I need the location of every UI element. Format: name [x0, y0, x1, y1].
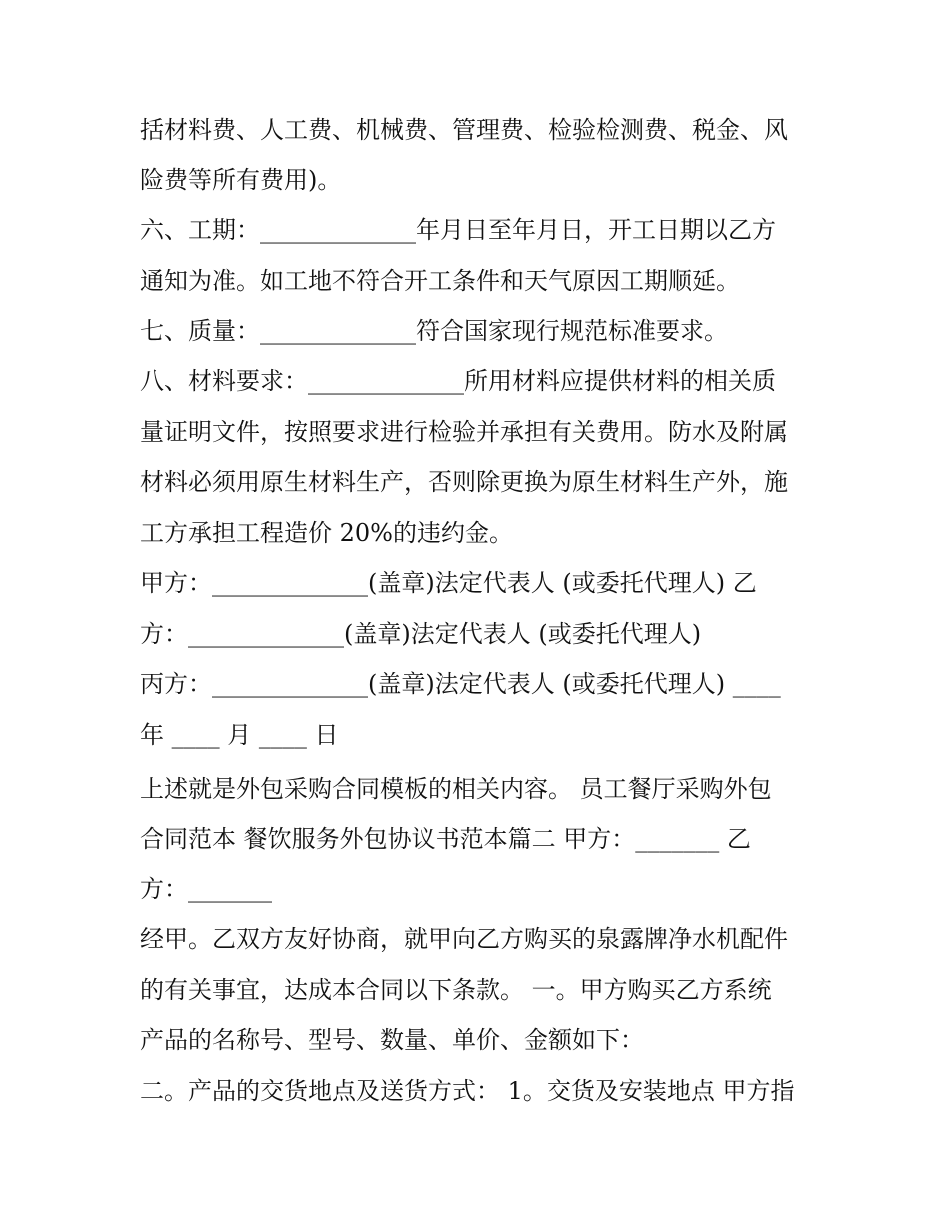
text-line: 经甲。乙双方友好协商，就甲向乙方购买的泉露牌净水机配件 [140, 925, 788, 953]
text-line: 丙方：_____________(盖章)法定代表人 (或委托代理人) ____ [140, 670, 781, 698]
text-line: 通知为准。如工地不符合开工条件和天气原因工期顺延。 [140, 267, 740, 295]
text-line: 甲方：_____________(盖章)法定代表人 (或委托代理人) 乙 [140, 569, 757, 597]
text-line: 工方承担工程造价 20%的违约金。 [140, 519, 513, 547]
text-line: 合同范本 餐饮服务外包协议书范本篇二 甲方：_______ 乙 [140, 825, 751, 853]
text-line: 括材料费、人工费、机械费、管理费、检验检测费、税金、风 [140, 116, 788, 144]
text-line: 年 ____ 月 ____ 日 [140, 721, 339, 749]
text-line: 方：_______ [140, 875, 272, 903]
text-line: 材料必须用原生材料生产，否则除更换为原生材料生产外，施 [140, 468, 788, 496]
text-line: 八、材料要求：_____________所用材料应提供材料的相关质 [140, 367, 776, 395]
text-line: 的有关事宜，达成本合同以下条款。 一。甲方购买乙方系统 [140, 976, 772, 1004]
text-line: 七、质量：_____________符合国家现行规范标准要求。 [140, 317, 728, 345]
text-line: 险费等所有费用)。 [140, 166, 342, 194]
text-line: 方：_____________(盖章)法定代表人 (或委托代理人) [140, 620, 702, 648]
text-line: 量证明文件，按照要求进行检验并承担有关费用。防水及附属 [140, 418, 788, 446]
text-line: 二。产品的交货地点及送货方式： 1。交货及安装地点 甲方指 [140, 1077, 795, 1105]
text-line: 上述就是外包采购合同模板的相关内容。 员工餐厅采购外包 [140, 775, 772, 803]
text-line: 六、工期：_____________年月日至年月日，开工日期以乙方 [140, 216, 776, 244]
text-line: 产品的名称号、型号、数量、单价、金额如下： [140, 1026, 644, 1054]
